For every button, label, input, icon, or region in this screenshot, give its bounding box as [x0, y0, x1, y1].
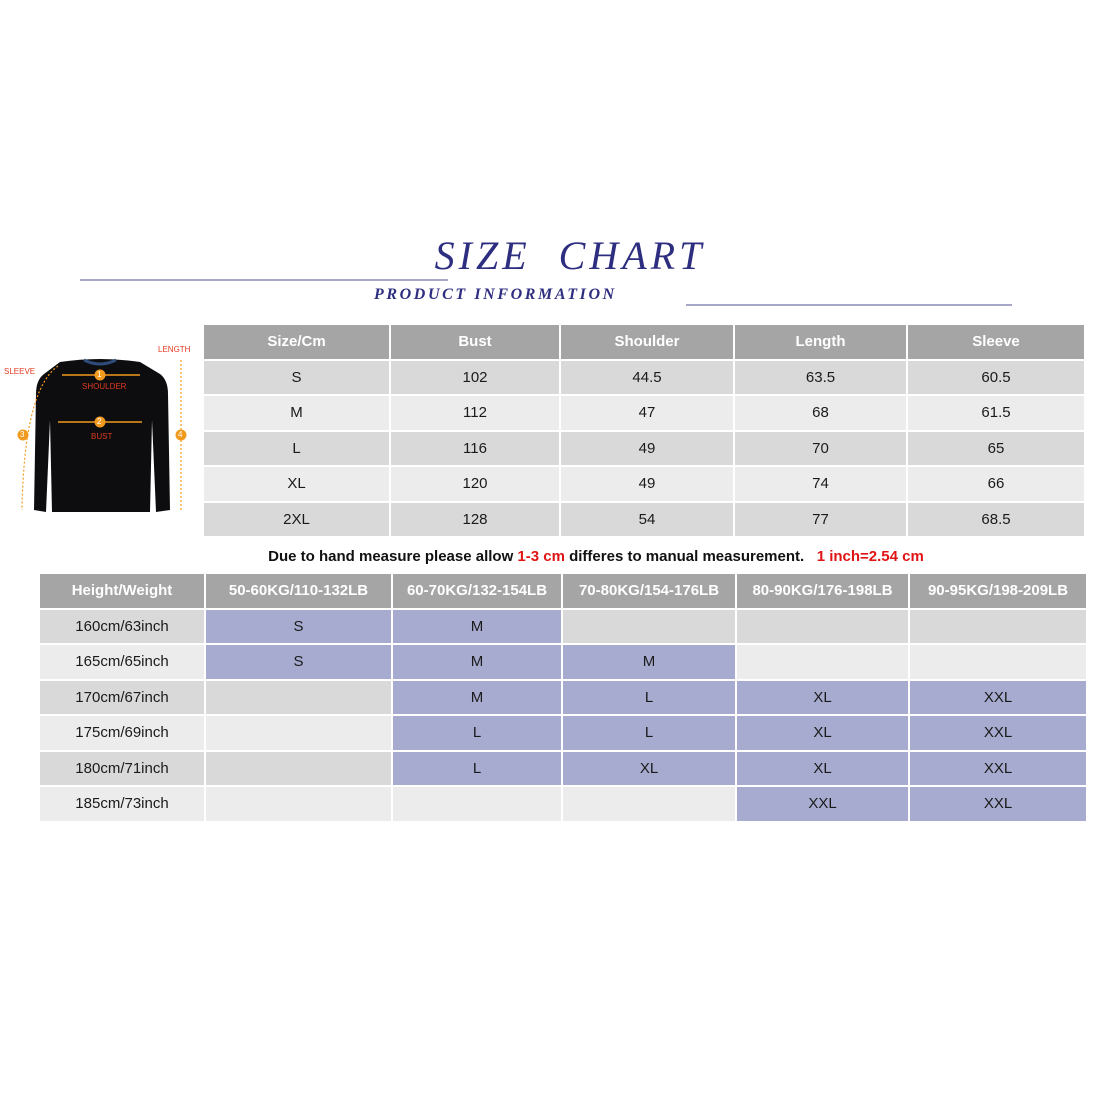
marker-1: 1: [97, 370, 102, 379]
shoulder-cell: 54: [561, 503, 733, 537]
size-cell: 2XL: [204, 503, 389, 537]
bust-cell: 128: [391, 503, 559, 537]
header-size: Size/Cm: [204, 325, 389, 359]
fit-cell: M: [393, 610, 561, 644]
shoulder-cell: 44.5: [561, 361, 733, 395]
note-text-2: differes to manual measurement.: [564, 548, 817, 565]
length-cell: 68: [735, 396, 906, 430]
header-weight-3: 70-80KG/154-176LB: [563, 574, 735, 608]
height-cell: 185cm/73inch: [40, 787, 204, 821]
table-row: [204, 361, 1084, 395]
fit-cell: [737, 645, 908, 679]
fit-cell: [563, 610, 735, 644]
fit-cell: S: [206, 610, 391, 644]
product-information-subtitle: PRODUCT INFORMATION: [374, 286, 617, 303]
fit-cell: M: [563, 645, 735, 679]
size-chart-title: SIZE CHART: [434, 233, 706, 278]
fit-cell: [206, 681, 391, 715]
note-text-1: Due to hand measure please allow: [268, 548, 518, 565]
fit-cell: L: [393, 752, 561, 786]
table-row: [40, 681, 1086, 715]
bust-cell: 112: [391, 396, 559, 430]
fit-cell: XXL: [910, 716, 1086, 750]
size-cell: XL: [204, 467, 389, 501]
length-cell: 70: [735, 432, 906, 466]
fit-cell: S: [206, 645, 391, 679]
fit-cell: XL: [563, 752, 735, 786]
table-row: [204, 396, 1084, 430]
bust-cell: 102: [391, 361, 559, 395]
fit-table-header-row: [40, 574, 1086, 608]
height-cell: 160cm/63inch: [40, 610, 204, 644]
bust-cell: 120: [391, 467, 559, 501]
sleeve-label: SLEEVE: [4, 367, 36, 376]
shoulder-cell: 49: [561, 467, 733, 501]
header-weight-5: 90-95KG/198-209LB: [910, 574, 1086, 608]
title-rule-left: [80, 279, 448, 281]
shoulder-label: SHOULDER: [82, 382, 127, 391]
table-row: [40, 752, 1086, 786]
shoulder-cell: 49: [561, 432, 733, 466]
length-cell: 77: [735, 503, 906, 537]
height-cell: 170cm/67inch: [40, 681, 204, 715]
fit-cell: [206, 752, 391, 786]
height-cell: 175cm/69inch: [40, 716, 204, 750]
fit-cell: L: [563, 681, 735, 715]
size-measurement-table: [202, 323, 1086, 538]
header-height-weight: Height/Weight: [40, 574, 204, 608]
height-cell: 165cm/65inch: [40, 645, 204, 679]
fit-cell: [737, 610, 908, 644]
title-rule-right: [686, 304, 1012, 306]
table-row: [40, 610, 1086, 644]
marker-4: 4: [178, 430, 183, 439]
fit-cell: XXL: [910, 787, 1086, 821]
length-cell: 63.5: [735, 361, 906, 395]
table-row: [204, 503, 1084, 537]
fit-cell: [910, 610, 1086, 644]
fit-cell: M: [393, 645, 561, 679]
table-row: [204, 467, 1084, 501]
size-cell: L: [204, 432, 389, 466]
header-weight-1: 50-60KG/110-132LB: [206, 574, 391, 608]
fit-cell: L: [393, 716, 561, 750]
fit-cell: XXL: [910, 752, 1086, 786]
header-weight-2: 60-70KG/132-154LB: [393, 574, 561, 608]
fit-cell: L: [563, 716, 735, 750]
size-cell: S: [204, 361, 389, 395]
header-weight-4: 80-90KG/176-198LB: [737, 574, 908, 608]
fit-cell: [206, 787, 391, 821]
fit-cell: XXL: [737, 787, 908, 821]
sleeve-cell: 60.5: [908, 361, 1084, 395]
fit-cell: [206, 716, 391, 750]
marker-3: 3: [20, 430, 25, 439]
height-weight-fit-table: [38, 572, 1088, 823]
header-sleeve: Sleeve: [908, 325, 1084, 359]
table-row: [204, 432, 1084, 466]
height-cell: 180cm/71inch: [40, 752, 204, 786]
shirt-illustration: [0, 330, 200, 530]
note-conversion: 1 inch=2.54 cm: [816, 548, 924, 565]
shoulder-cell: 47: [561, 396, 733, 430]
shirt-measurement-diagram: [0, 330, 200, 530]
bust-cell: 116: [391, 432, 559, 466]
header-shoulder: Shoulder: [561, 325, 733, 359]
marker-2: 2: [97, 417, 102, 426]
note-range: 1-3 cm: [517, 548, 565, 565]
sleeve-cell: 68.5: [908, 503, 1084, 537]
fit-cell: [563, 787, 735, 821]
bust-label: BUST: [91, 432, 113, 441]
fit-cell: XL: [737, 752, 908, 786]
header-length: Length: [735, 325, 906, 359]
length-cell: 74: [735, 467, 906, 501]
table-row: [40, 787, 1086, 821]
sleeve-cell: 61.5: [908, 396, 1084, 430]
header-bust: Bust: [391, 325, 559, 359]
fit-cell: M: [393, 681, 561, 715]
fit-cell: XXL: [910, 681, 1086, 715]
size-table-header-row: [204, 325, 1084, 359]
sleeve-cell: 65: [908, 432, 1084, 466]
fit-cell: XL: [737, 716, 908, 750]
table-row: [40, 645, 1086, 679]
table-row: [40, 716, 1086, 750]
length-label: LENGTH: [158, 345, 191, 354]
fit-cell: XL: [737, 681, 908, 715]
fit-cell: [393, 787, 561, 821]
sleeve-cell: 66: [908, 467, 1084, 501]
size-cell: M: [204, 396, 389, 430]
fit-cell: [910, 645, 1086, 679]
measurement-note: [0, 548, 1100, 565]
